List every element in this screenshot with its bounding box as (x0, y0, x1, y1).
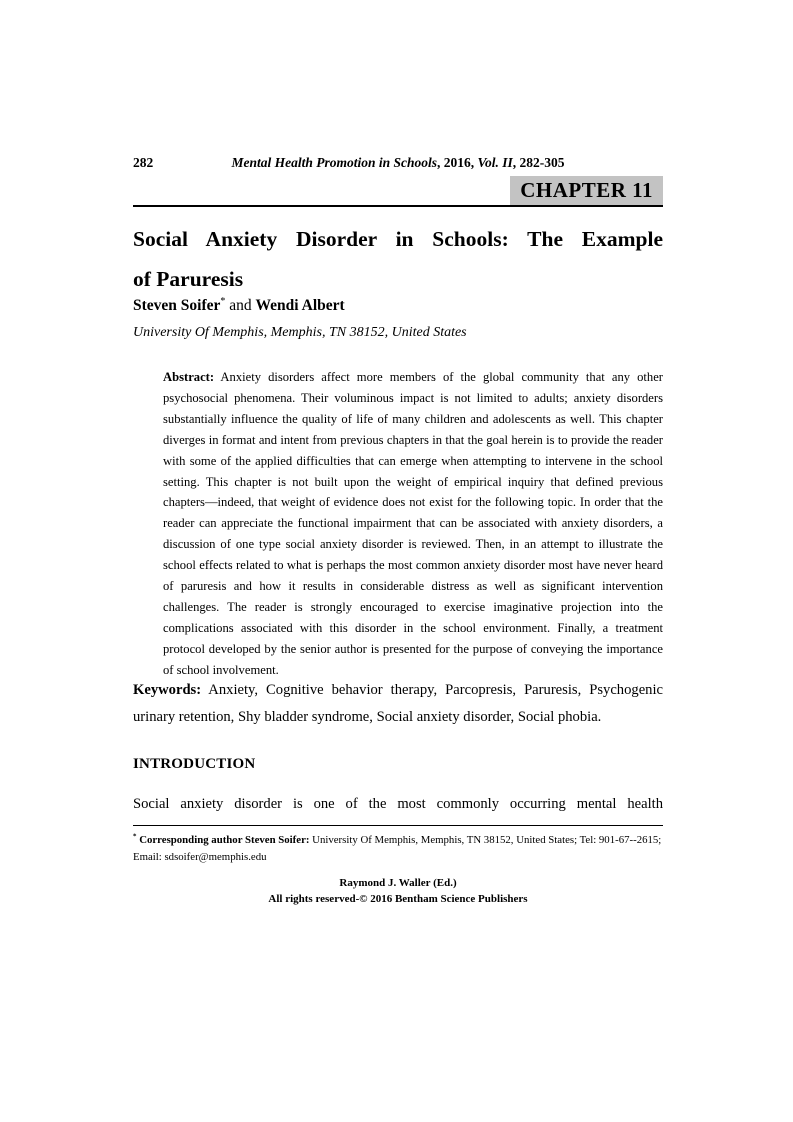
keywords-label: Keywords: (133, 682, 202, 698)
keywords-block (133, 677, 663, 732)
author-1: Steven Soifer (133, 297, 221, 314)
chapter-title (133, 219, 663, 299)
footnote-rule (133, 825, 663, 826)
section-heading-introduction: INTRODUCTION (133, 756, 256, 772)
author-line (133, 297, 663, 315)
chapter-title-line2: of Paruresis (133, 267, 244, 291)
journal-year: , 2016, (437, 155, 478, 170)
journal-volume: Vol. II (477, 155, 513, 170)
page-footer (133, 875, 663, 907)
page-number: 282 (133, 155, 154, 170)
abstract-label: Abstract: (163, 370, 215, 384)
introduction-paragraph: Social anxiety disorder is one of the most commonly occurring mental health (133, 796, 663, 812)
author-2: Wendi Albert (255, 297, 345, 314)
corresponding-author-marker: * (220, 295, 226, 307)
abstract-block (163, 367, 663, 681)
abstract-text: Anxiety disorders affect more members of the global community that any other psychosocial phenomena. Their voluminous impact is not limited to adults; anxiety disorders substantially influence the quality of life of many children and adolescents as well. This chapter diverges in format and intent from previous chapters in that the goal herein is to provide the reader with some of the applied difficulties that can emerge when attempting to intervene in the school setting. This chapter is not built upon the weight of empirical inquiry that defined previous chapters—indeed, that weight of evidence does not exist for the following topic. In order that the reader can appreciate the functional impairment that can be associated with anxiety disorders, a discussion of one type social anxiety disorder is reviewed. Then, in an attempt to illustrate the school effects related to what is perhaps the most common anxiety disorder most have never heard of paruresis and how it results in considerable distress as well as significant intervention challenges. The reader is strongly encouraged to exercise imaginative projection into the complications associated with this disorder in the school environment. Finally, a treatment protocol developed by the senior author is presented for the purpose of conveying the importance of school involvement. (163, 370, 663, 677)
affiliation: University Of Memphis, Memphis, TN 38152, United States (133, 325, 467, 340)
footnote-text: University Of Memphis, Memphis, TN 38152, United States; Tel: 901-67--2615; Email: sdsoifer@memphis.edu (133, 834, 662, 863)
chapter-banner: CHAPTER 11 (510, 176, 663, 206)
corresponding-author-footnote (133, 832, 663, 865)
journal-pages: , 282-305 (512, 155, 565, 170)
chapter-title-line1: Social Anxiety Disorder in Schools: The Example (133, 227, 663, 251)
footnote-marker: * (133, 832, 137, 841)
editor-line: Raymond J. Waller (Ed.) (339, 877, 457, 889)
journal-title: Mental Health Promotion in Schools (231, 155, 437, 170)
journal-reference (133, 155, 663, 171)
footnote-label: Corresponding author Steven Soifer: (136, 834, 310, 846)
author-connector: and (225, 297, 256, 314)
keywords-text: Anxiety, Cognitive behavior therapy, Parcopresis, Paruresis, Psychogenic urinary retention, Shy bladder syndrome, Social anxiety disorder, Social phobia. (133, 682, 663, 726)
rights-line: All rights reserved-© 2016 Bentham Science Publishers (268, 893, 528, 905)
header-rule (133, 205, 663, 207)
running-header (133, 155, 663, 172)
